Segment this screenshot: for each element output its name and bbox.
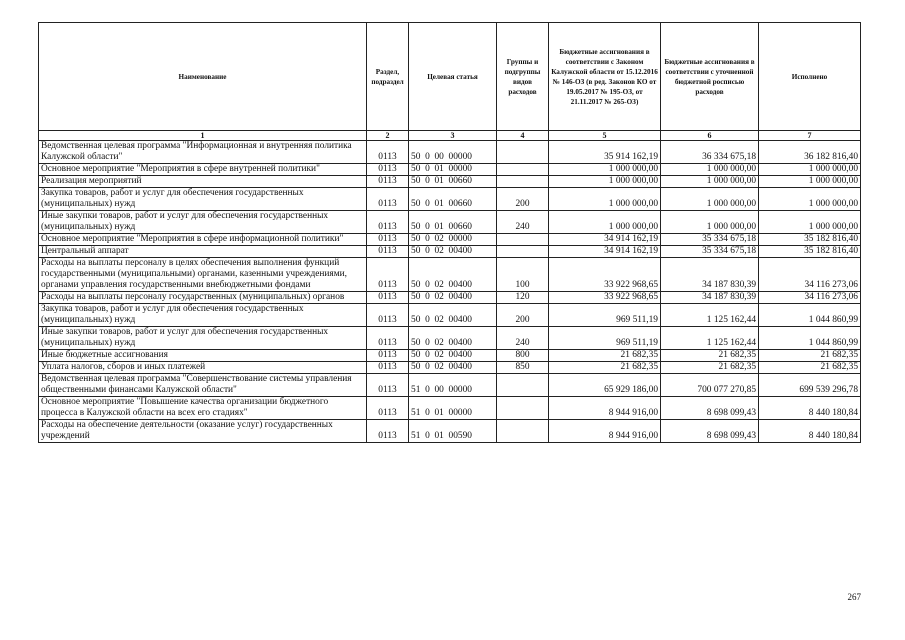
row-plan-appropriations: 700 077 270,85 (661, 374, 759, 397)
row-expense-type (497, 246, 549, 258)
row-plan-appropriations: 1 000 000,00 (661, 164, 759, 176)
row-target: 50 0 02 00000 (409, 234, 497, 246)
row-section: 0113 (367, 420, 409, 443)
header-target: Целевая статья (409, 23, 497, 131)
row-section: 0113 (367, 188, 409, 211)
row-name: Расходы на выплаты персоналу государственных (муниципальных) органов (39, 292, 367, 304)
row-section: 0113 (367, 141, 409, 164)
table-body (39, 141, 861, 443)
row-executed: 1 000 000,00 (759, 164, 861, 176)
row-expense-type: 120 (497, 292, 549, 304)
row-name: Иные закупки товаров, работ и услуг для обеспечения государственных (муниципальных) нужд (39, 211, 367, 234)
row-plan-appropriations: 1 125 162,44 (661, 304, 759, 327)
row-section: 0113 (367, 350, 409, 362)
row-name: Иные бюджетные ассигнования (39, 350, 367, 362)
row-law-appropriations: 8 944 916,00 (549, 397, 661, 420)
row-executed: 21 682,35 (759, 350, 861, 362)
row-section: 0113 (367, 211, 409, 234)
header-expense-type: Группы и подгруппы видов расходов (497, 23, 549, 131)
row-executed: 35 182 816,40 (759, 234, 861, 246)
row-executed: 8 440 180,84 (759, 420, 861, 443)
row-law-appropriations: 1 000 000,00 (549, 164, 661, 176)
row-target: 50 0 02 00400 (409, 350, 497, 362)
row-plan-appropriations: 8 698 099,43 (661, 397, 759, 420)
column-number: 5 (549, 131, 661, 141)
table-row (39, 304, 861, 327)
header-name: Наименование (39, 23, 367, 131)
row-executed: 1 000 000,00 (759, 211, 861, 234)
row-target: 50 0 01 00000 (409, 164, 497, 176)
row-law-appropriations: 1 000 000,00 (549, 188, 661, 211)
row-expense-type (497, 164, 549, 176)
header-section: Раздел, подраздел (367, 23, 409, 131)
column-number: 4 (497, 131, 549, 141)
row-plan-appropriations: 1 000 000,00 (661, 211, 759, 234)
column-number-row (39, 131, 861, 141)
row-executed: 1 044 860,99 (759, 327, 861, 350)
table-row (39, 246, 861, 258)
row-expense-type: 240 (497, 327, 549, 350)
row-name: Ведомственная целевая программа "Совершенствование системы управления общественными финансами Калужской области" (39, 374, 367, 397)
table-row (39, 234, 861, 246)
row-executed: 34 116 273,06 (759, 292, 861, 304)
row-plan-appropriations: 34 187 830,39 (661, 258, 759, 292)
row-name: Основное мероприятие "Мероприятия в сфере внутренней политики" (39, 164, 367, 176)
table-row (39, 374, 861, 397)
row-law-appropriations: 34 914 162,19 (549, 234, 661, 246)
row-law-appropriations: 1 000 000,00 (549, 176, 661, 188)
row-target: 50 0 01 00660 (409, 176, 497, 188)
column-number: 6 (661, 131, 759, 141)
row-name: Основное мероприятие "Повышение качества организации бюджетного процесса в Калужской области на всех его стадиях" (39, 397, 367, 420)
column-number: 7 (759, 131, 861, 141)
row-name: Расходы на выплаты персоналу в целях обеспечения выполнения функций государственными (муниципальными) органами, казенными учреждениями, органами управления государственными внебюджетными фондами (39, 258, 367, 292)
row-plan-appropriations: 8 698 099,43 (661, 420, 759, 443)
row-section: 0113 (367, 246, 409, 258)
row-name: Иные закупки товаров, работ и услуг для обеспечения государственных (муниципальных) нужд (39, 327, 367, 350)
row-expense-type (497, 176, 549, 188)
row-target: 50 0 00 00000 (409, 141, 497, 164)
row-expense-type: 850 (497, 362, 549, 374)
row-executed: 35 182 816,40 (759, 246, 861, 258)
row-name: Ведомственная целевая программа "Информационная и внутренняя политика Калужской области" (39, 141, 367, 164)
row-section: 0113 (367, 397, 409, 420)
row-executed: 8 440 180,84 (759, 397, 861, 420)
row-target: 50 0 02 00400 (409, 362, 497, 374)
row-plan-appropriations: 21 682,35 (661, 362, 759, 374)
row-executed: 36 182 816,40 (759, 141, 861, 164)
header-executed: Исполнено (759, 23, 861, 131)
row-section: 0113 (367, 362, 409, 374)
row-target: 50 0 02 00400 (409, 258, 497, 292)
row-law-appropriations: 8 944 916,00 (549, 420, 661, 443)
column-number: 2 (367, 131, 409, 141)
table-row (39, 350, 861, 362)
row-expense-type: 200 (497, 304, 549, 327)
row-executed: 699 539 296,78 (759, 374, 861, 397)
row-executed: 1 000 000,00 (759, 188, 861, 211)
row-target: 50 0 02 00400 (409, 246, 497, 258)
row-section: 0113 (367, 164, 409, 176)
row-expense-type: 240 (497, 211, 549, 234)
row-expense-type (497, 234, 549, 246)
row-plan-appropriations: 35 334 675,18 (661, 234, 759, 246)
row-law-appropriations: 1 000 000,00 (549, 211, 661, 234)
row-target: 50 0 01 00660 (409, 211, 497, 234)
row-plan-appropriations: 1 000 000,00 (661, 176, 759, 188)
table-row (39, 327, 861, 350)
row-section: 0113 (367, 374, 409, 397)
row-plan-appropriations: 35 334 675,18 (661, 246, 759, 258)
row-section: 0113 (367, 258, 409, 292)
row-name: Центральный аппарат (39, 246, 367, 258)
table-row (39, 362, 861, 374)
header-plan-appropriations: Бюджетные ассигнования в соответствии с уточненной бюджетной росписью расходов (661, 23, 759, 131)
table-row (39, 292, 861, 304)
row-executed: 21 682,35 (759, 362, 861, 374)
row-law-appropriations: 33 922 968,65 (549, 258, 661, 292)
row-target: 50 0 02 00400 (409, 327, 497, 350)
row-target: 51 0 00 00000 (409, 374, 497, 397)
row-target: 51 0 01 00000 (409, 397, 497, 420)
row-plan-appropriations: 21 682,35 (661, 350, 759, 362)
row-plan-appropriations: 1 125 162,44 (661, 327, 759, 350)
row-expense-type (497, 374, 549, 397)
table-row (39, 211, 861, 234)
row-name: Уплата налогов, сборов и иных платежей (39, 362, 367, 374)
row-section: 0113 (367, 234, 409, 246)
row-plan-appropriations: 34 187 830,39 (661, 292, 759, 304)
row-expense-type (497, 420, 549, 443)
row-plan-appropriations: 1 000 000,00 (661, 188, 759, 211)
row-executed: 1 044 860,99 (759, 304, 861, 327)
table-row (39, 176, 861, 188)
budget-table (38, 22, 861, 443)
row-name: Закупка товаров, работ и услуг для обеспечения государственных (муниципальных) нужд (39, 188, 367, 211)
row-expense-type (497, 141, 549, 164)
row-target: 50 0 01 00660 (409, 188, 497, 211)
header-law-appropriations: Бюджетные ассигнования в соответствии с Законом Калужской области от 15.12.2016 № 146-ОЗ (в ред. Законов КО от 19.05.2017 № 195-ОЗ, от 21.11.2017 № 265-ОЗ) (549, 23, 661, 131)
row-section: 0113 (367, 304, 409, 327)
row-name: Закупка товаров, работ и услуг для обеспечения государственных (муниципальных) нужд (39, 304, 367, 327)
table-row (39, 141, 861, 164)
row-law-appropriations: 21 682,35 (549, 350, 661, 362)
row-name: Основное мероприятие "Мероприятия в сфере информационной политики" (39, 234, 367, 246)
page-number: 267 (847, 592, 861, 602)
table-row (39, 420, 861, 443)
table-row (39, 188, 861, 211)
header-row (39, 23, 861, 131)
row-executed: 34 116 273,06 (759, 258, 861, 292)
row-law-appropriations: 969 511,19 (549, 327, 661, 350)
row-name: Расходы на обеспечение деятельности (оказание услуг) государственных учреждений (39, 420, 367, 443)
table-row (39, 258, 861, 292)
row-law-appropriations: 35 914 162,19 (549, 141, 661, 164)
row-expense-type (497, 397, 549, 420)
row-section: 0113 (367, 327, 409, 350)
row-plan-appropriations: 36 334 675,18 (661, 141, 759, 164)
row-section: 0113 (367, 292, 409, 304)
row-expense-type: 800 (497, 350, 549, 362)
row-executed: 1 000 000,00 (759, 176, 861, 188)
column-number: 1 (39, 131, 367, 141)
row-target: 50 0 02 00400 (409, 292, 497, 304)
row-law-appropriations: 65 929 186,00 (549, 374, 661, 397)
row-target: 51 0 01 00590 (409, 420, 497, 443)
column-number: 3 (409, 131, 497, 141)
row-section: 0113 (367, 176, 409, 188)
row-target: 50 0 02 00400 (409, 304, 497, 327)
row-name: Реализация мероприятий (39, 176, 367, 188)
row-expense-type: 200 (497, 188, 549, 211)
table-row (39, 164, 861, 176)
row-law-appropriations: 33 922 968,65 (549, 292, 661, 304)
row-law-appropriations: 34 914 162,19 (549, 246, 661, 258)
row-expense-type: 100 (497, 258, 549, 292)
row-law-appropriations: 21 682,35 (549, 362, 661, 374)
row-law-appropriations: 969 511,19 (549, 304, 661, 327)
table-row (39, 397, 861, 420)
